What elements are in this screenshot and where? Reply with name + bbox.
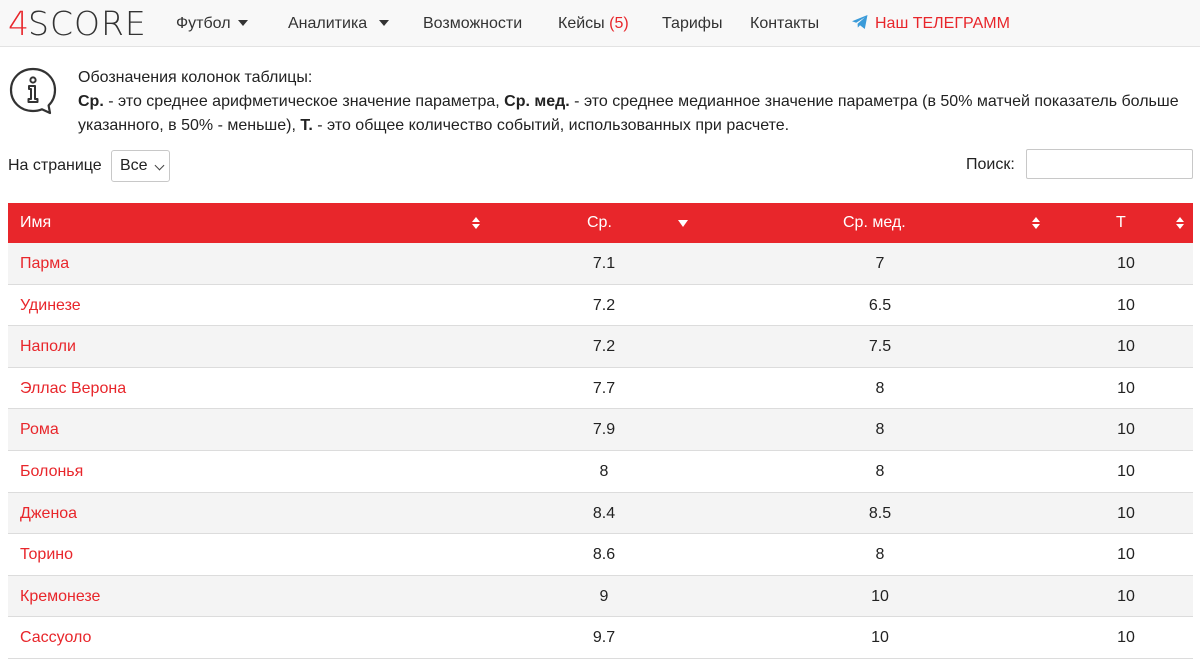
brand-logo-prefix: 4: [8, 4, 28, 43]
column-legend-title: Обозначения колонок таблицы:: [78, 69, 313, 86]
cell-avg: 7.2: [592, 338, 616, 356]
column-header-avg-label: Ср.: [587, 214, 612, 231]
legend-total-desc: - это общее количество событий, использованных при расчете.: [312, 117, 790, 134]
nav-telegram-label: Наш ТЕЛЕГРАММ: [875, 15, 1010, 32]
cell-avg: 7.2: [592, 296, 616, 314]
cell-median: 7.5: [868, 338, 892, 356]
cell-median: 8: [875, 462, 885, 480]
team-name-link[interactable]: Наполи: [20, 338, 76, 356]
brand-logo[interactable]: [8, 4, 147, 42]
team-name-link[interactable]: Эллас Верона: [20, 379, 127, 397]
sort-descending-icon: [678, 220, 688, 227]
table-row: [8, 534, 1193, 576]
cell-total: 10: [1117, 255, 1135, 272]
telegram-icon: [851, 14, 869, 30]
column-header-median-label: Ср. мед.: [843, 214, 906, 231]
chevron-down-icon: [155, 161, 165, 171]
cell-avg: 8.4: [592, 504, 616, 522]
search-label: Поиск:: [966, 156, 1015, 173]
cell-avg: 8.6: [592, 546, 616, 564]
cell-median: 10: [871, 587, 889, 605]
table-row: [8, 617, 1193, 659]
legend-avg-desc: - это среднее арифметическое значение параметра,: [103, 93, 505, 110]
cell-avg: 7.9: [592, 421, 616, 439]
cell-median: 8.5: [868, 504, 892, 522]
sort-both-icon: [472, 217, 480, 229]
table-row: [8, 326, 1193, 368]
cell-avg: 9: [599, 587, 609, 605]
nav-cases-link[interactable]: [558, 0, 629, 47]
column-header-median[interactable]: [780, 203, 1050, 243]
nav-cases-label: Кейсы: [558, 15, 605, 32]
chevron-down-icon: [238, 20, 248, 26]
column-header-name[interactable]: [20, 203, 490, 243]
search-input[interactable]: [1026, 149, 1193, 179]
legend-median-desc: - это среднее медианное значение параметра (в 50% матчей показатель больше указанного, в 50% - меньше),: [78, 93, 1179, 134]
table-row: [8, 243, 1193, 285]
table-row: [8, 493, 1193, 535]
cell-total: 10: [1117, 504, 1135, 522]
column-header-avg[interactable]: [504, 203, 704, 243]
team-name-link[interactable]: Болонья: [20, 462, 84, 480]
column-header-total-label: Т: [1116, 214, 1126, 231]
team-name-link[interactable]: Кремонезе: [20, 587, 101, 605]
nav-pricing-link[interactable]: Тарифы: [662, 15, 723, 32]
sort-both-icon: [1032, 217, 1040, 229]
nav-telegram-link[interactable]: [851, 0, 1010, 47]
cell-avg: 7.7: [592, 379, 616, 397]
team-name-link[interactable]: Торино: [20, 546, 73, 564]
chevron-down-icon: [379, 20, 389, 26]
nav-analytics-dropdown[interactable]: [288, 0, 389, 47]
table-body: [8, 243, 1193, 659]
team-name-link[interactable]: Парма: [20, 255, 70, 272]
cell-median: 8: [875, 421, 885, 439]
cell-median: 8: [875, 379, 885, 397]
cell-avg: 9.7: [592, 629, 616, 647]
brand-logo-name: SCORE: [28, 4, 147, 43]
column-header-total[interactable]: [1050, 203, 1193, 243]
table-row: [8, 576, 1193, 618]
nav-cases-count-badge: (5): [609, 15, 629, 32]
sort-both-icon: [1176, 217, 1184, 229]
cell-total: 10: [1117, 629, 1135, 647]
cell-total: 10: [1117, 462, 1135, 480]
column-header-name-label: Имя: [20, 214, 52, 231]
cell-total: 10: [1117, 546, 1135, 564]
table-row: [8, 368, 1193, 410]
table-row: [8, 409, 1193, 451]
nav-football-label: Футбол: [176, 15, 231, 32]
cell-avg: 7.1: [592, 255, 616, 272]
team-name-link[interactable]: Дженоа: [20, 504, 78, 522]
nav-contacts-link[interactable]: Контакты: [750, 15, 820, 32]
team-name-link[interactable]: Сассуоло: [20, 629, 92, 647]
nav-features-link[interactable]: Возможности: [423, 15, 523, 32]
cell-median: 8: [875, 546, 885, 564]
cell-total: 10: [1117, 296, 1135, 314]
stats-table: [8, 203, 1193, 659]
legend-total-key: Т.: [300, 117, 313, 134]
table-row: [8, 451, 1193, 493]
per-page-label: На странице: [8, 157, 102, 174]
per-page-selected-value: Все: [120, 157, 148, 174]
cell-total: 10: [1117, 379, 1135, 397]
cell-avg: 8: [599, 462, 609, 480]
cell-total: 10: [1117, 587, 1135, 605]
nav-football-dropdown[interactable]: [176, 0, 248, 47]
team-name-link[interactable]: Рома: [20, 421, 59, 439]
column-legend-text: [78, 66, 1190, 138]
cell-median: 7: [875, 255, 885, 272]
legend-median-key: Ср. мед.: [504, 93, 570, 110]
table-row: [8, 285, 1193, 327]
cell-median: 10: [871, 629, 889, 647]
cell-total: 10: [1117, 421, 1135, 439]
team-name-link[interactable]: Удинезе: [20, 296, 81, 314]
legend-avg-key: Ср.: [78, 93, 104, 110]
navbar: [0, 0, 1200, 47]
cell-total: 10: [1117, 338, 1135, 356]
nav-analytics-label: Аналитика: [288, 15, 368, 32]
column-legend-body: [78, 90, 1190, 138]
info-speech-bubble-icon: [8, 66, 58, 116]
per-page-select[interactable]: [111, 150, 170, 182]
cell-median: 6.5: [868, 296, 892, 314]
table-header: [8, 203, 1193, 243]
